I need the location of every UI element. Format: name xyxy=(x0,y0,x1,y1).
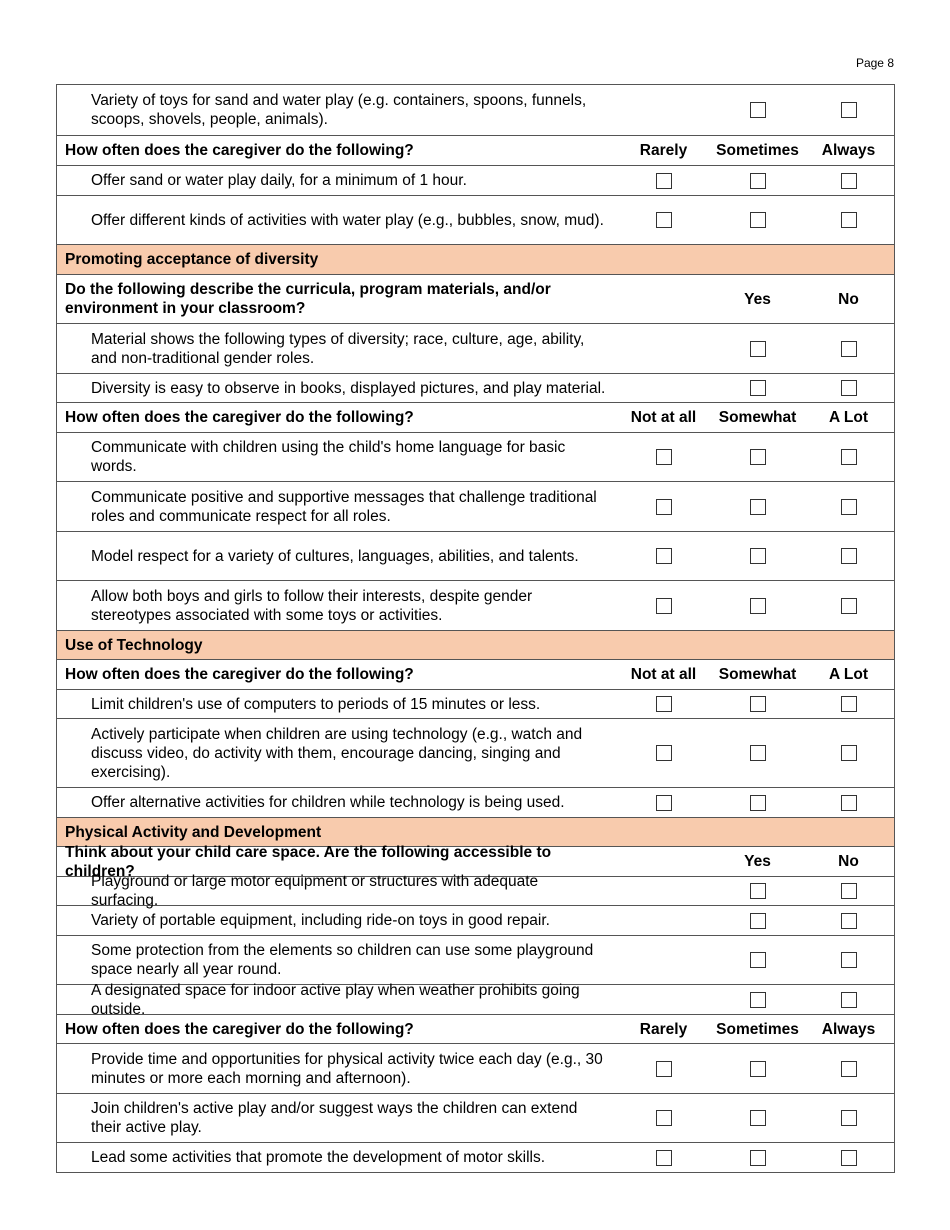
answer-checkbox[interactable] xyxy=(750,173,766,189)
answer-cell xyxy=(803,1110,894,1126)
answer-cell xyxy=(803,992,894,1008)
answer-cell xyxy=(615,1110,712,1126)
column-label: No xyxy=(838,290,859,308)
answer-checkbox[interactable] xyxy=(841,1110,857,1126)
question-text: Lead some activities that promote the development of motor skills. xyxy=(91,1149,546,1166)
answer-cells xyxy=(615,341,894,357)
answer-cells xyxy=(615,499,894,515)
question-text: Actively participate when children are using technology (e.g., watch and discuss video, do activity with them, encourage dancing, singing and exercising). xyxy=(91,725,583,781)
question-row xyxy=(57,1142,894,1172)
column-label: Always xyxy=(821,142,876,159)
answer-cells xyxy=(615,1110,894,1126)
column-label: Not at all xyxy=(630,409,697,426)
section-title: Promoting acceptance of diversity xyxy=(65,251,319,268)
page-number: Page 8 xyxy=(855,56,894,70)
answer-cells xyxy=(615,696,894,712)
answer-checkbox[interactable] xyxy=(841,696,857,712)
question-header-text: How often does the caregiver do the following? xyxy=(65,409,414,426)
answer-cell xyxy=(615,1061,712,1077)
answer-cell xyxy=(615,173,712,189)
answer-cell xyxy=(712,1061,803,1077)
question-text: Variety of portable equipment, including ride-on toys in good repair. xyxy=(91,912,550,929)
column-label: A Lot xyxy=(828,409,869,426)
question-header-text: How often does the caregiver do the following? xyxy=(65,142,414,159)
question-row xyxy=(57,165,894,195)
answer-cells xyxy=(615,1150,894,1166)
answer-cell xyxy=(712,745,803,761)
question-row xyxy=(57,323,894,373)
answer-checkbox[interactable] xyxy=(750,952,766,968)
question-text: Model respect for a variety of cultures, languages, abilities, and talents. xyxy=(91,547,579,565)
column-label: Yes xyxy=(744,290,771,308)
question-row xyxy=(57,373,894,402)
answer-checkbox[interactable] xyxy=(841,380,857,396)
answer-cell xyxy=(615,548,712,564)
answer-cell xyxy=(615,1150,712,1166)
answer-cell xyxy=(712,499,803,515)
question-row xyxy=(57,85,894,135)
answer-checkbox[interactable] xyxy=(750,380,766,396)
answer-cell xyxy=(803,212,894,228)
answer-checkbox[interactable] xyxy=(656,449,672,465)
answer-cells xyxy=(615,290,894,309)
answer-checkbox[interactable] xyxy=(841,449,857,465)
answer-cell xyxy=(803,499,894,515)
answer-cells xyxy=(615,173,894,189)
answer-checkbox[interactable] xyxy=(750,1150,766,1166)
answer-cell xyxy=(712,696,803,712)
question-header-row xyxy=(57,402,894,432)
answer-cell xyxy=(615,380,712,396)
question-text: Offer different kinds of activities with water play (e.g., bubbles, snow, mud). xyxy=(91,211,604,229)
answer-checkbox[interactable] xyxy=(841,883,857,899)
answer-cells xyxy=(615,992,894,1008)
answer-cell xyxy=(803,952,894,968)
answer-cell xyxy=(712,1150,803,1166)
question-row xyxy=(57,1093,894,1142)
column-label: No xyxy=(838,853,859,870)
answer-cells xyxy=(615,952,894,968)
answer-cells xyxy=(615,913,894,929)
answer-checkbox[interactable] xyxy=(750,913,766,929)
answer-cell xyxy=(615,212,712,228)
questionnaire-table xyxy=(56,84,895,1173)
question-row xyxy=(57,935,894,984)
answer-cell xyxy=(712,1110,803,1126)
question-row xyxy=(57,981,894,1018)
answer-cell xyxy=(803,380,894,396)
answer-cell xyxy=(712,952,803,968)
answer-checkbox[interactable] xyxy=(841,795,857,811)
column-label: A Lot xyxy=(828,666,869,683)
answer-checkbox[interactable] xyxy=(656,1150,672,1166)
question-row xyxy=(57,580,894,630)
answer-checkbox[interactable] xyxy=(750,1110,766,1126)
answer-checkbox[interactable] xyxy=(841,952,857,968)
answer-cell xyxy=(615,696,712,712)
answer-cell xyxy=(803,102,894,118)
question-header-row xyxy=(57,274,894,323)
question-text: Communicate with children using the child's home language for basic words. xyxy=(91,439,566,475)
answer-cells xyxy=(615,598,894,614)
question-text: Diversity is easy to observe in books, displayed pictures, and play material. xyxy=(91,379,606,397)
answer-checkbox[interactable] xyxy=(841,173,857,189)
answer-checkbox[interactable] xyxy=(750,548,766,564)
answer-cell xyxy=(803,548,894,564)
section-header xyxy=(57,630,894,659)
answer-cell xyxy=(803,1061,894,1077)
question-row xyxy=(57,1043,894,1093)
question-text: A designated space for indoor active play when weather prohibits going outside. xyxy=(91,981,580,1018)
answer-cell xyxy=(615,992,712,1008)
answer-checkbox[interactable] xyxy=(841,992,857,1008)
answer-checkbox[interactable] xyxy=(750,102,766,118)
answer-checkbox[interactable] xyxy=(750,499,766,515)
answer-cells xyxy=(615,141,894,160)
column-label: Somewhat xyxy=(718,666,797,683)
section-header xyxy=(57,244,894,274)
answer-cell xyxy=(803,696,894,712)
answer-cells xyxy=(615,745,894,761)
question-text: Provide time and opportunities for physical activity twice each day (e.g., 30 minutes or more each morning and afternoon). xyxy=(91,1050,603,1087)
column-label: Rarely xyxy=(639,1020,688,1038)
answer-cell xyxy=(712,598,803,614)
column-label: Yes xyxy=(744,853,771,870)
answer-checkbox[interactable] xyxy=(656,598,672,614)
answer-checkbox[interactable] xyxy=(750,883,766,899)
answer-cells xyxy=(615,380,894,396)
answer-cells xyxy=(615,665,894,684)
answer-checkbox[interactable] xyxy=(656,795,672,811)
answer-cell xyxy=(803,449,894,465)
answer-cell xyxy=(803,598,894,614)
question-row xyxy=(57,195,894,244)
question-text: Offer alternative activities for children while technology is being used. xyxy=(91,794,565,811)
question-header-text: Think about your child care space. Are the following accessible to children? xyxy=(65,843,552,880)
answer-checkbox[interactable] xyxy=(750,598,766,614)
answer-cell xyxy=(712,913,803,929)
column-label: Sometimes xyxy=(716,142,799,159)
section-title: Physical Activity and Development xyxy=(65,823,322,841)
answer-checkbox[interactable] xyxy=(841,598,857,614)
answer-checkbox[interactable] xyxy=(841,745,857,761)
answer-checkbox[interactable] xyxy=(656,499,672,515)
answer-cell xyxy=(615,745,712,761)
question-row xyxy=(57,873,894,909)
column-label: Always xyxy=(821,1020,876,1038)
answer-checkbox[interactable] xyxy=(656,212,672,228)
column-label xyxy=(615,852,712,871)
answer-cell xyxy=(615,341,712,357)
answer-cell xyxy=(803,745,894,761)
answer-cell xyxy=(712,102,803,118)
answer-cells xyxy=(615,408,894,427)
answer-cells xyxy=(615,548,894,564)
answer-checkbox[interactable] xyxy=(656,173,672,189)
answer-cell xyxy=(803,173,894,189)
answer-cells xyxy=(615,102,894,118)
question-row xyxy=(57,689,894,718)
answer-cell xyxy=(712,341,803,357)
question-text: Allow both boys and girls to follow their interests, despite gender stereotypes associated with some toys or activities. xyxy=(91,587,533,624)
answer-checkbox[interactable] xyxy=(656,548,672,564)
answer-checkbox[interactable] xyxy=(750,1061,766,1077)
answer-checkbox[interactable] xyxy=(656,696,672,712)
question-row xyxy=(57,531,894,580)
answer-cell xyxy=(712,548,803,564)
answer-cell xyxy=(615,913,712,929)
answer-cell xyxy=(803,341,894,357)
column-label: Sometimes xyxy=(716,1020,799,1038)
answer-checkbox[interactable] xyxy=(841,499,857,515)
answer-cells xyxy=(615,852,894,871)
question-row xyxy=(57,787,894,817)
answer-checkbox[interactable] xyxy=(750,341,766,357)
answer-checkbox[interactable] xyxy=(656,1110,672,1126)
answer-cell xyxy=(712,883,803,899)
answer-checkbox[interactable] xyxy=(841,1150,857,1166)
question-text: Playground or large motor equipment or structures with adequate surfacing. xyxy=(91,873,539,909)
answer-cell xyxy=(615,795,712,811)
answer-checkbox[interactable] xyxy=(750,795,766,811)
answer-cells xyxy=(615,795,894,811)
answer-checkbox[interactable] xyxy=(841,341,857,357)
question-text: Material shows the following types of diversity; race, culture, age, ability, and non-traditional gender roles. xyxy=(91,330,585,367)
column-label: Somewhat xyxy=(718,409,797,426)
question-text: Offer sand or water play daily, for a minimum of 1 hour. xyxy=(91,172,467,189)
answer-cell xyxy=(803,795,894,811)
section-title: Use of Technology xyxy=(65,636,203,654)
column-label: Not at all xyxy=(630,666,697,683)
answer-cells xyxy=(615,449,894,465)
question-text: Join children's active play and/or suggest ways the children can extend their active play. xyxy=(91,1100,578,1136)
answer-cell xyxy=(615,952,712,968)
answer-checkbox[interactable] xyxy=(841,1061,857,1077)
answer-checkbox[interactable] xyxy=(656,1061,672,1077)
question-header-row xyxy=(57,135,894,165)
answer-cell xyxy=(712,795,803,811)
question-text: Communicate positive and supportive messages that challenge traditional roles and communicate respect for all roles. xyxy=(91,488,597,525)
answer-checkbox[interactable] xyxy=(841,913,857,929)
question-row xyxy=(57,481,894,531)
question-row xyxy=(57,718,894,787)
answer-cell xyxy=(712,212,803,228)
answer-checkbox[interactable] xyxy=(750,696,766,712)
answer-cells xyxy=(615,1020,894,1039)
answer-cells xyxy=(615,1061,894,1077)
question-header-row xyxy=(57,659,894,689)
answer-cell xyxy=(615,499,712,515)
answer-cell xyxy=(712,173,803,189)
question-text: Variety of toys for sand and water play (e.g. containers, spoons, funnels, scoops, shovels, people, animals). xyxy=(91,92,587,128)
answer-cell xyxy=(803,883,894,899)
answer-checkbox[interactable] xyxy=(656,745,672,761)
answer-cells xyxy=(615,212,894,228)
answer-checkbox[interactable] xyxy=(750,212,766,228)
answer-cells xyxy=(615,883,894,899)
answer-cell xyxy=(803,913,894,929)
answer-checkbox[interactable] xyxy=(841,548,857,564)
answer-cell xyxy=(803,1150,894,1166)
question-header-text: Do the following describe the curricula, program materials, and/or environment in your classroom? xyxy=(65,281,551,317)
answer-checkbox[interactable] xyxy=(750,992,766,1008)
answer-cell xyxy=(615,883,712,899)
question-text: Limit children's use of computers to periods of 15 minutes or less. xyxy=(91,695,541,713)
column-label: Rarely xyxy=(639,142,688,159)
question-row xyxy=(57,432,894,481)
column-label xyxy=(615,290,712,309)
answer-checkbox[interactable] xyxy=(841,102,857,118)
answer-cell xyxy=(712,992,803,1008)
answer-cell xyxy=(712,449,803,465)
answer-checkbox[interactable] xyxy=(750,449,766,465)
answer-cell xyxy=(615,102,712,118)
answer-cell xyxy=(615,449,712,465)
answer-checkbox[interactable] xyxy=(750,745,766,761)
answer-checkbox[interactable] xyxy=(841,212,857,228)
answer-cell xyxy=(615,598,712,614)
question-text: Some protection from the elements so children can use some playground space nearly all year round. xyxy=(91,942,594,978)
question-header-text: How often does the caregiver do the following? xyxy=(65,666,414,683)
question-header-text: How often does the caregiver do the following? xyxy=(65,1020,414,1038)
answer-cell xyxy=(712,380,803,396)
